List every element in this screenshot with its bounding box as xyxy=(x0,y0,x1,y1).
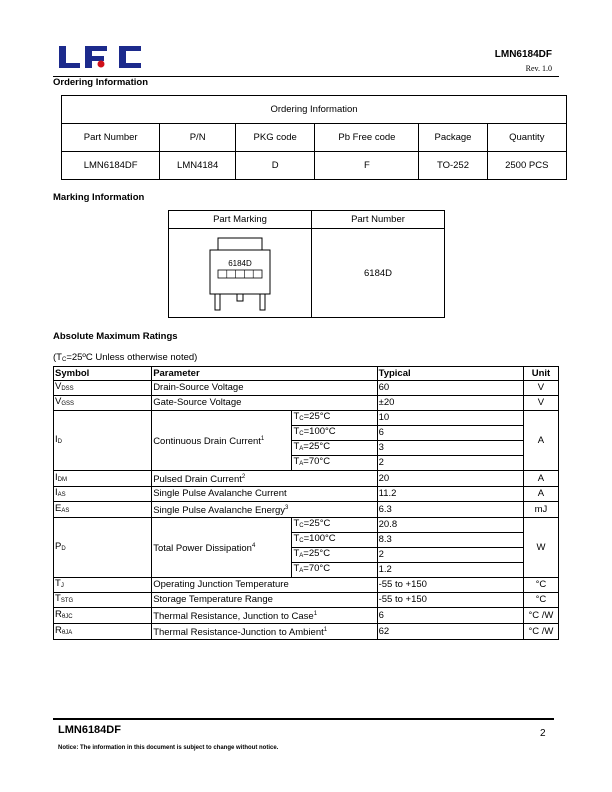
value-cell: 11.2 xyxy=(377,487,523,502)
symbol-cell: PD xyxy=(54,518,152,578)
ratings-section-title: Absolute Maximum Ratings xyxy=(53,331,178,342)
symbol-cell: RθJA xyxy=(54,624,152,640)
condition-cell: TA=25°C xyxy=(292,441,377,456)
table-row xyxy=(54,593,559,608)
ratings-header-cell: Parameter xyxy=(152,367,377,381)
value-cell: -55 to +150 xyxy=(377,593,523,608)
ratings-table xyxy=(53,366,559,640)
value-cell: 60 xyxy=(377,381,523,396)
parameter-cell: Operating Junction Temperature xyxy=(152,578,377,593)
ordering-cell: F xyxy=(315,152,419,180)
symbol-cell: TSTG xyxy=(54,593,152,608)
header-revision: Rev. 1.0 xyxy=(525,64,552,73)
unit-cell: W xyxy=(523,518,558,578)
ratings-header-cell: Symbol xyxy=(54,367,152,381)
ordering-header-cell: PKG code xyxy=(235,124,314,152)
table-row xyxy=(54,518,559,533)
unit-cell: mJ xyxy=(523,502,558,518)
condition-cell: TC=100°C xyxy=(292,426,377,441)
ratings-header-cell: Unit xyxy=(523,367,558,381)
value-cell: 8.3 xyxy=(377,533,523,548)
table-row xyxy=(54,608,559,624)
table-row xyxy=(54,487,559,502)
value-cell: 1.2 xyxy=(377,563,523,578)
value-cell: 10 xyxy=(377,411,523,426)
parameter-cell: Thermal Resistance-Junction to Ambient$^1$ xyxy=(152,624,377,640)
parameter-cell: Thermal Resistance, Junction to Case$^1$ xyxy=(152,608,377,624)
condition-cell: TC=100°C xyxy=(292,533,377,548)
package-outline-drawing xyxy=(208,237,272,311)
value-cell: 3 xyxy=(377,441,523,456)
table-row xyxy=(54,624,559,640)
value-cell: 6 xyxy=(377,608,523,624)
value-cell: 2 xyxy=(377,456,523,471)
value-cell: 62 xyxy=(377,624,523,640)
symbol-cell: ID xyxy=(54,411,152,471)
unit-cell: V xyxy=(523,381,558,396)
symbol-cell: VDSS xyxy=(54,381,152,396)
parameter-cell: Storage Temperature Range xyxy=(152,593,377,608)
ordering-data-row xyxy=(62,152,567,180)
marking-part-number: 6184D xyxy=(312,229,445,318)
parameter-cell: Gate-Source Voltage xyxy=(152,396,377,411)
ordering-table-title: Ordering Information xyxy=(62,96,567,124)
ordering-cell: D xyxy=(235,152,314,180)
unit-cell: °C /W xyxy=(523,624,558,640)
ordering-header-cell: Part Number xyxy=(62,124,160,152)
condition-cell: TC=25°C xyxy=(292,518,377,533)
symbol-cell: EAS xyxy=(54,502,152,518)
value-cell: 20.8 xyxy=(377,518,523,533)
ordering-header-row xyxy=(62,124,567,152)
symbol-cell: TJ xyxy=(54,578,152,593)
value-cell: 2 xyxy=(377,548,523,563)
header-title: LMN6184DF xyxy=(494,49,552,60)
condition-cell: TC=25°C xyxy=(292,411,377,426)
package-drawing-cell xyxy=(169,229,312,318)
unit-cell: °C xyxy=(523,593,558,608)
ratings-header-cell: Typical xyxy=(377,367,523,381)
footer-title: LMN6184DF xyxy=(58,724,121,736)
value-cell: ±20 xyxy=(377,396,523,411)
marking-header-cell: Part Number xyxy=(312,211,445,229)
ordering-header-cell: Quantity xyxy=(487,124,566,152)
lfc-logo xyxy=(57,44,143,70)
value-cell: 20 xyxy=(377,471,523,487)
value-cell: -55 to +150 xyxy=(377,578,523,593)
symbol-cell: VGSS xyxy=(54,396,152,411)
table-row xyxy=(54,502,559,518)
footer-notice: Notice: The information in this document is subject to change without notice. xyxy=(58,745,279,751)
footer-divider xyxy=(53,718,554,720)
unit-cell: A xyxy=(523,411,558,471)
value-cell: 6.3 xyxy=(377,502,523,518)
ordering-cell: TO-252 xyxy=(419,152,487,180)
marking-section-title: Marking Information xyxy=(53,192,145,203)
table-row xyxy=(54,411,559,426)
table-row xyxy=(54,578,559,593)
unit-cell: A xyxy=(523,487,558,502)
parameter-cell: Single Pulse Avalanche Energy$^3$ xyxy=(152,502,377,518)
page-number: 2 xyxy=(540,728,546,739)
table-row xyxy=(54,381,559,396)
ordering-cell: LMN4184 xyxy=(160,152,236,180)
ordering-section-title: Ordering Information xyxy=(53,77,148,88)
value-cell: 6 xyxy=(377,426,523,441)
ordering-table xyxy=(61,95,567,180)
marking-header-cell: Part Marking xyxy=(169,211,312,229)
ordering-cell: 2500 PCS xyxy=(487,152,566,180)
condition-cell: TA=25°C xyxy=(292,548,377,563)
parameter-cell: Single Pulse Avalanche Current xyxy=(152,487,377,502)
symbol-cell: IDM xyxy=(54,471,152,487)
unit-cell: °C xyxy=(523,578,558,593)
parameter-cell: Drain-Source Voltage xyxy=(152,381,377,396)
parameter-cell: Total Power Dissipation$^4$ xyxy=(152,518,292,578)
ordering-header-cell: Package xyxy=(419,124,487,152)
symbol-cell: RθJC xyxy=(54,608,152,624)
ratings-header-row xyxy=(54,367,559,381)
unit-cell: V xyxy=(523,396,558,411)
ratings-condition-note: (TC=25ºC Unless otherwise noted) xyxy=(53,352,198,363)
unit-cell: A xyxy=(523,471,558,487)
condition-cell: TA=70°C xyxy=(292,456,377,471)
symbol-cell: IAS xyxy=(54,487,152,502)
table-row xyxy=(54,471,559,487)
package-marking-text: 6184D xyxy=(228,259,252,268)
ordering-header-cell: Pb Free code xyxy=(315,124,419,152)
parameter-cell: Pulsed Drain Current$^2$ xyxy=(152,471,377,487)
marking-table xyxy=(168,210,445,318)
condition-cell: TA=70°C xyxy=(292,563,377,578)
parameter-cell: Continuous Drain Current$^1$ xyxy=(152,411,292,471)
ordering-header-cell: P/N xyxy=(160,124,236,152)
ordering-cell: LMN6184DF xyxy=(62,152,160,180)
unit-cell: °C /W xyxy=(523,608,558,624)
table-row xyxy=(54,396,559,411)
